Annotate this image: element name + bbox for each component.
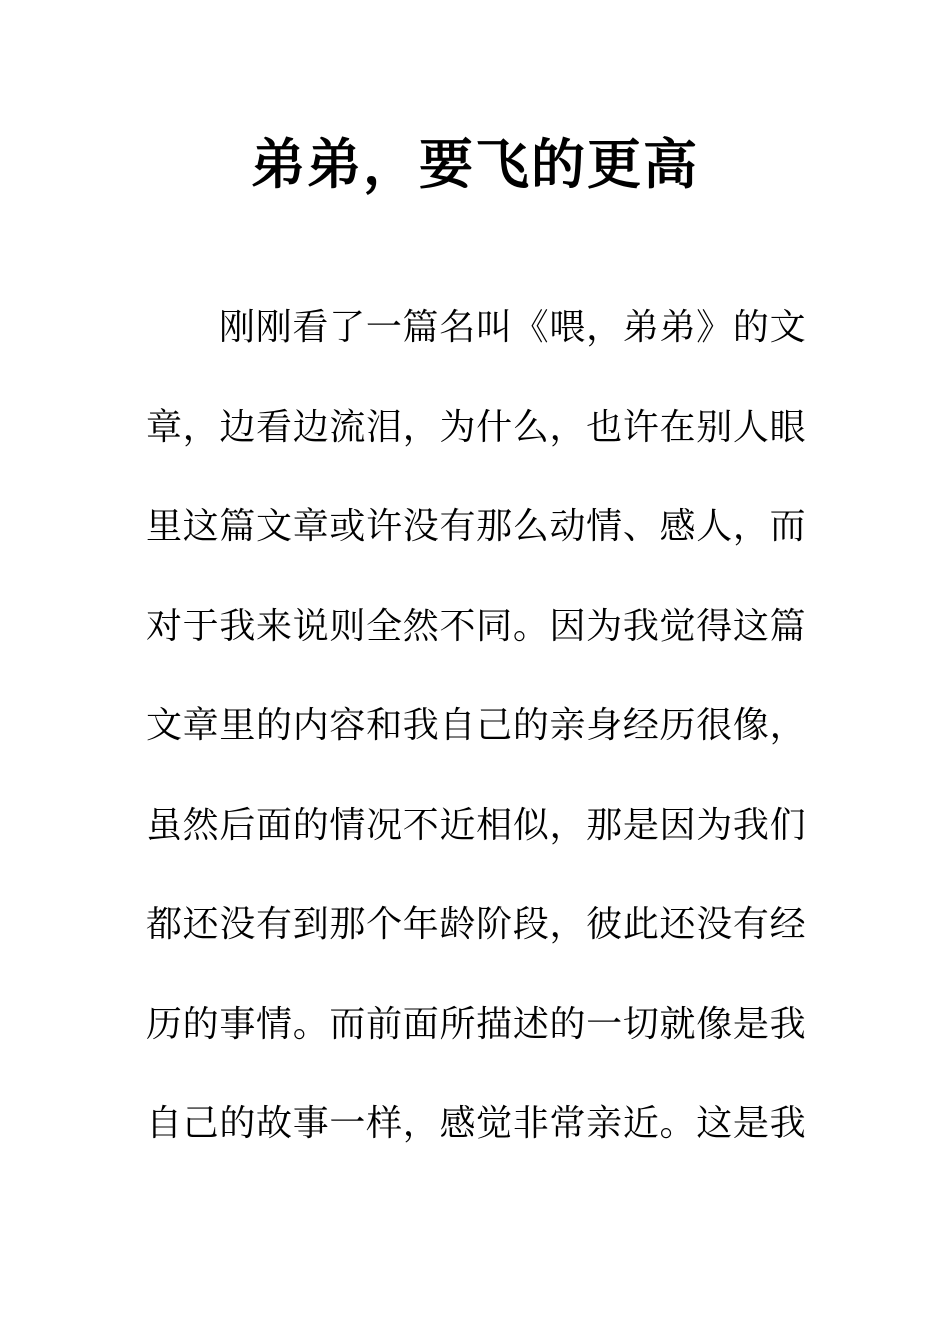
- paragraph-line: 都还没有到那个年龄阶段，彼此还没有经: [146, 904, 806, 945]
- paragraph-line: 刚刚看了一篇名叫《喂，弟弟》的文: [219, 307, 806, 348]
- document-title: 弟弟，要飞的更高: [251, 133, 699, 196]
- paragraph-line: 虽然后面的情况不近相似，那是因为我们: [146, 804, 806, 846]
- paragraph-line: 文章里的内容和我自己的亲身经历很像，: [146, 705, 806, 746]
- paragraph-line: 历的事情。而前面所描述的一切就像是我: [146, 1003, 806, 1045]
- paragraph-line: 章，边看边流泪，为什么，也许在别人眼: [146, 406, 806, 448]
- paragraph-line: 自己的故事一样，感觉非常亲近。这是我: [146, 1103, 806, 1144]
- paragraph-line: 里这篇文章或许没有那么动情、感人，而: [146, 506, 806, 547]
- document-body: [146, 298, 806, 1194]
- paragraph-line: 对于我来说则全然不同。因为我觉得这篇: [146, 605, 806, 647]
